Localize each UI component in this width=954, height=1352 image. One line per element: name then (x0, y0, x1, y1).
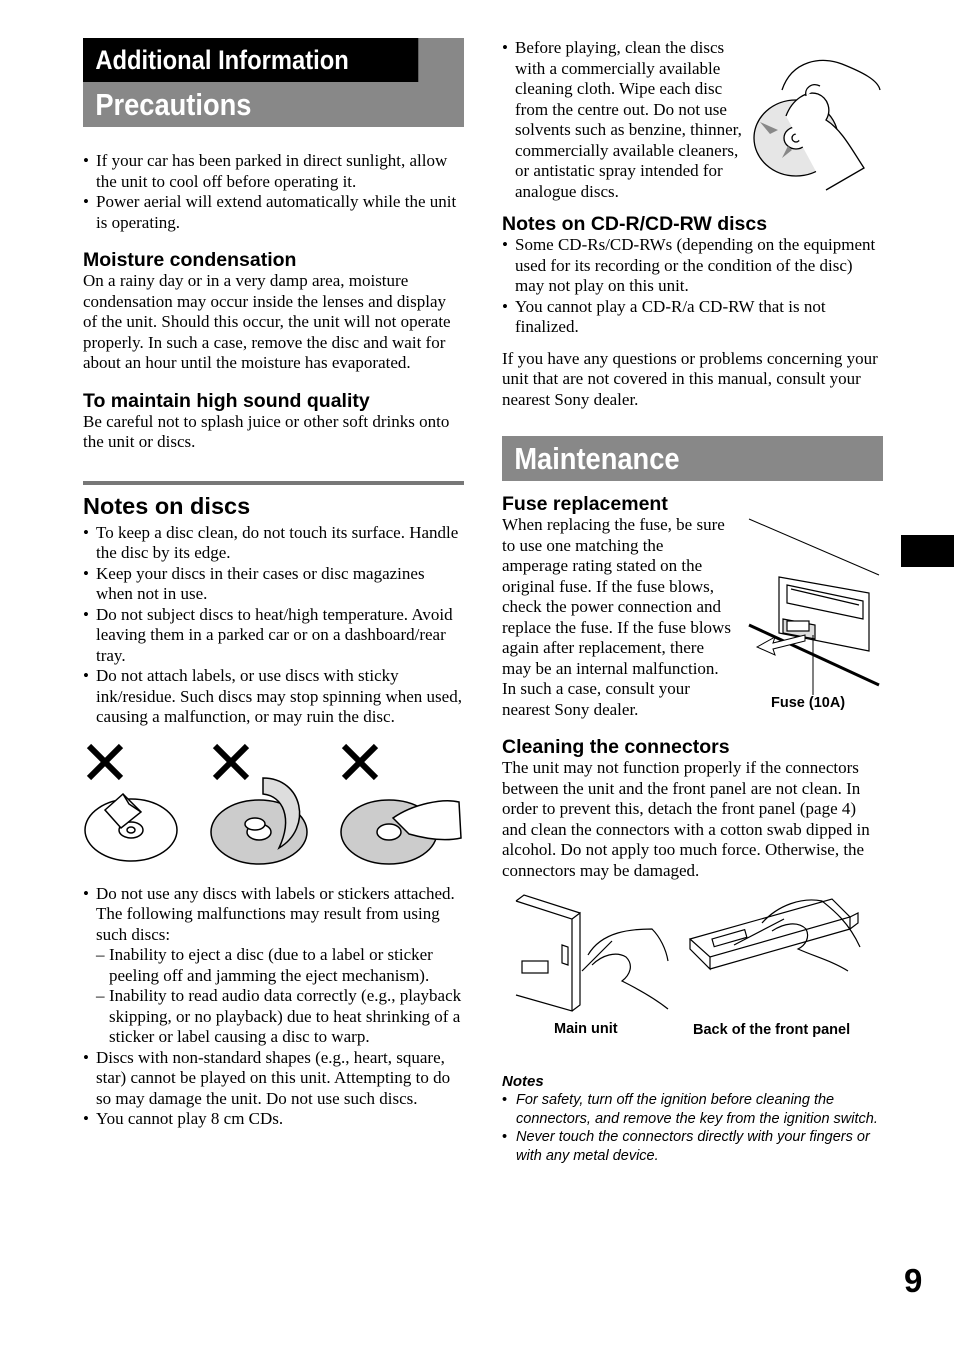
hand-icon (734, 900, 860, 971)
prohibited-x-icon (344, 746, 376, 778)
disc-icon (211, 778, 307, 864)
list-item: • Some CD-Rs/CD-RWs (depending on the equipment used for its recording or the condition of the disc) may not play on this unit. (502, 235, 883, 297)
list-item: • You cannot play a CD-R/a CD-RW that is not finalized. (502, 297, 883, 338)
discs-list-continued (83, 884, 464, 1130)
list-item: – Inability to read audio data correctly (e.g., playback skipping, or no playback) due to heat shrinking of a sticker or label causing a disc to warp. (96, 986, 464, 1048)
cdr-list (502, 235, 883, 338)
list-item: • You cannot play 8 cm CDs. (83, 1109, 464, 1130)
malfunction-list (96, 945, 464, 1048)
maintenance-header (502, 436, 883, 481)
precautions-list (83, 151, 464, 233)
prohibited-x-icon (89, 746, 121, 778)
notes-list (502, 1091, 883, 1165)
list-item: • If your car has been parked in direct sunlight, allow the unit to cool off before operating it. (83, 151, 464, 192)
fuse-icon (787, 621, 809, 631)
connectors-text: The unit may not function properly if the connectors between the unit and the front panel are not clean. In order to prevent this, detach the front panel (page 4) and clean the connectors with a cotton swab dipped in alcohol. Do not apply too much force. Otherwise, the connectors may be damaged. (502, 758, 870, 880)
prohibited-x-icon (215, 746, 247, 778)
main-unit-label: Main unit (554, 1021, 618, 1037)
discs-list (83, 523, 464, 728)
disc-cleaning-illustration (752, 50, 882, 205)
list-item: • Power aerial will extend automatically while the unit is operating. (83, 192, 464, 233)
notes-title: Notes (502, 1073, 544, 1090)
list-item: • Discs with non-standard shapes (e.g., heart, square, star) cannot be played on this unit. Attempting to do so may damage the unit. Do not use such discs. (83, 1048, 464, 1110)
hand-icon (582, 929, 668, 1009)
page-number: 9 (904, 1262, 923, 1299)
list-item: – Inability to eject a disc (due to a label or sticker peeling off and jamming the eject mechanism). (96, 945, 464, 986)
section-tab (901, 535, 954, 567)
list-item: • Do not attach labels, or use discs with sticky ink/residue. Such discs may stop spinning when used, causing a malfunction, or may ruin the disc. (83, 666, 464, 728)
back-panel-label: Back of the front panel (693, 1022, 851, 1038)
questions-text: If you have any questions or problems concerning your unit that are not covered in this manual, consult your nearest Sony dealer. (502, 348, 878, 409)
list-item: • For safety, turn off the ignition before cleaning the connectors, and remove the key from the ignition switch. (502, 1091, 883, 1128)
list-item: • Never touch the connectors directly with your fingers or with any metal device. (502, 1128, 883, 1165)
sound-quality-text: Be careful not to splash juice or other soft drinks onto the unit or discs. (83, 411, 450, 451)
connector-cleaning-illustration (502, 891, 883, 1073)
labels-sub-text: The following malfunctions may result from using such discs: (96, 904, 440, 944)
list-item: • Keep your discs in their cases or disc magazines when not in use. (83, 564, 464, 605)
sound-quality-heading: To maintain high sound quality (83, 389, 370, 412)
fuse-label: Fuse (10A) (771, 695, 846, 711)
maintenance-title: Maintenance (514, 441, 680, 476)
list-item: • Before playing, clean the discs with a commercially available cleaning cloth. Wipe each disc from the centre out. Do not use solvents such as benzine, thinner, commercially available cleaners, or antistatic spray intended for analogue discs. (502, 38, 742, 202)
moisture-text: On a rainy day or in a very damp area, moisture condensation may occur inside the lenses and display of the unit. Should this occur, the unit will not operate properly. In such a case, remove the disc and wait for about an hour until the moisture has evaporated. (83, 271, 451, 372)
moisture-heading: Moisture condensation (83, 249, 297, 271)
notes-on-discs-heading: Notes on discs (83, 481, 464, 521)
category-title: Additional Information (83, 38, 418, 82)
list-item (83, 884, 464, 1048)
fuse-illustration (745, 515, 883, 715)
precautions-title: Precautions (95, 87, 252, 122)
bad-discs-illustration (83, 738, 464, 884)
connectors-heading: Cleaning the connectors (502, 736, 730, 758)
labels-warning: Do not use any discs with labels or stickers attached. (96, 883, 455, 903)
right-column (502, 38, 883, 1165)
fuse-text: When replacing the fuse, be sure to use one matching the amperage rating stated on the original fuse. If the fuse blows, check the power connection and replace the fuse. If the fuse blows again after replacement, there may be an internal malfunction. In such a case, consult your nearest Sony dealer. (502, 515, 731, 719)
list-item: • To keep a disc clean, do not touch its surface. Handle the disc by its edge. (83, 523, 464, 564)
fuse-heading: Fuse replacement (502, 493, 668, 515)
precautions-header (83, 38, 464, 127)
cleaning-list (502, 38, 742, 202)
left-column (83, 38, 464, 1130)
list-item: • Do not subject discs to heat/high temperature. Avoid leaving them in a parked car or on a dashboard/rear tray. (83, 605, 464, 667)
cdr-heading: Notes on CD-R/CD-RW discs (502, 213, 768, 235)
disc-icon (85, 794, 177, 861)
disc-icon (341, 800, 461, 864)
